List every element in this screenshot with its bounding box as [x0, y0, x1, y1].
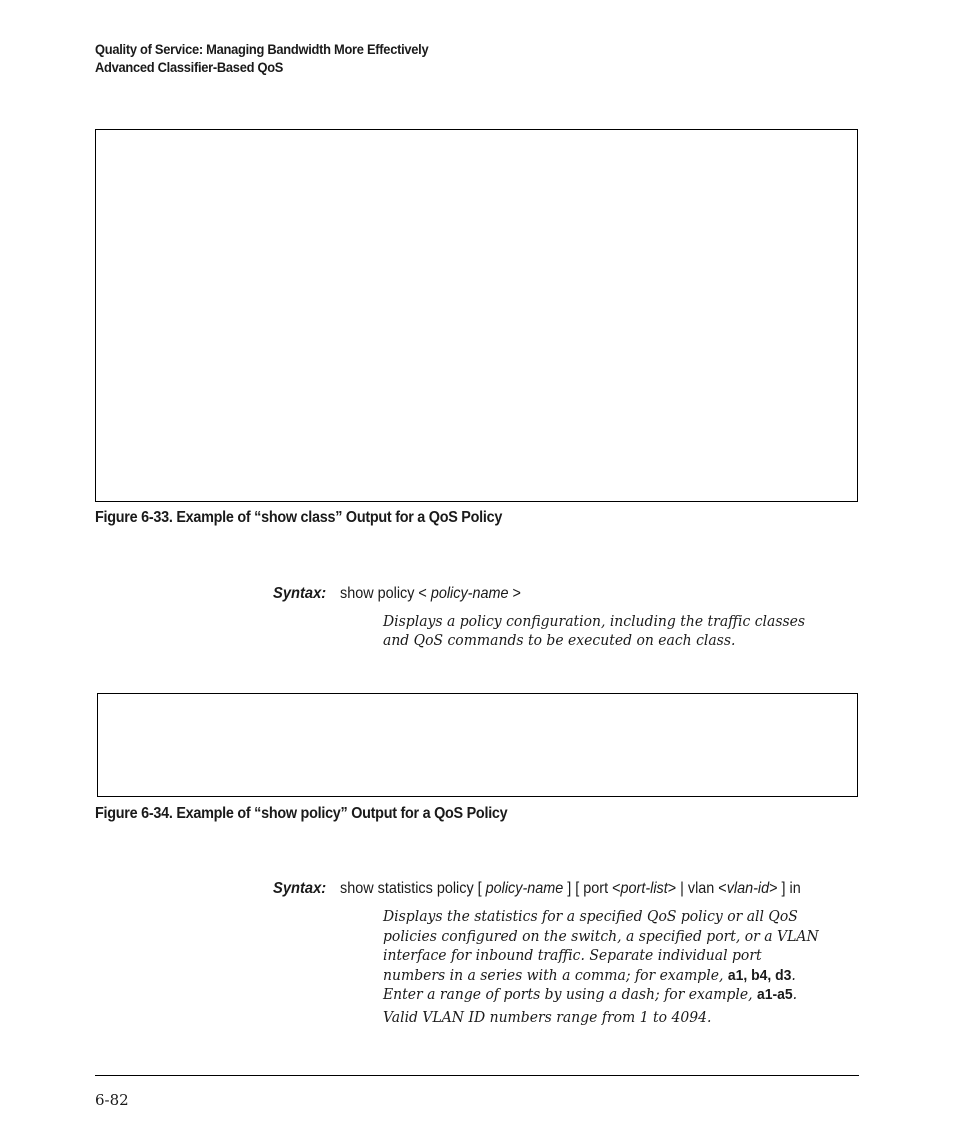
- running-header-title: Quality of Service: Managing Bandwidth More Effectively: [95, 41, 429, 57]
- syntax-text: show statistics policy [: [340, 880, 486, 897]
- port-range-example: a1-a5: [756, 986, 793, 1003]
- show-policy-description-line-1: Displays a policy configuration, including the traffic classes: [383, 612, 806, 630]
- show-statistics-description-line-2: policies configured on the switch, a specified port, or a VLAN: [383, 927, 819, 945]
- show-statistics-description-line-1: Displays the statistics for a specified QoS policy or all QoS: [383, 907, 798, 925]
- show-statistics-description-line-3: interface for inbound traffic. Separate individual port: [383, 946, 762, 964]
- figure-6-33-box: [95, 129, 858, 502]
- syntax-text: > ] in: [769, 880, 801, 897]
- show-policy-syntax: [340, 585, 521, 603]
- syntax-text: ] [ port <: [563, 880, 621, 897]
- port-list-example: a1, b4, d3: [727, 967, 792, 984]
- figure-6-34-box: [97, 693, 858, 797]
- running-header-subtitle: Advanced Classifier-Based QoS: [95, 59, 284, 75]
- syntax-label: Syntax:: [273, 585, 327, 602]
- desc-text: .: [791, 966, 796, 984]
- show-policy-description-line-2: and QoS commands to be executed on each class.: [383, 631, 736, 649]
- desc-text: .: [792, 985, 798, 1003]
- syntax-text: > | vlan <: [667, 880, 727, 897]
- syntax-arg-policy-name: policy-name: [430, 585, 509, 602]
- figure-6-33-caption: Figure 6-33. Example of “show class” Output for a QoS Policy: [95, 509, 503, 526]
- desc-text: numbers in a series with a comma; for example,: [383, 966, 728, 984]
- syntax-arg-vlan-id: vlan-id: [726, 880, 770, 897]
- syntax-text: >: [508, 585, 521, 602]
- syntax-text: show policy <: [340, 585, 431, 602]
- figure-6-34-caption: Figure 6-34. Example of “show policy” Output for a QoS Policy: [95, 805, 508, 822]
- syntax-arg-port-list: port-list: [620, 880, 668, 897]
- desc-text: Enter a range of ports by using a dash; for example,: [383, 985, 757, 1003]
- footer-rule: [95, 1075, 859, 1076]
- page-number: 6-82: [95, 1091, 129, 1109]
- syntax-arg-policy-name: policy-name: [485, 880, 564, 897]
- show-statistics-description-line-4: [383, 966, 796, 986]
- vlan-id-range-note: Valid VLAN ID numbers range from 1 to 4094.: [383, 1008, 712, 1026]
- show-statistics-policy-syntax: [340, 880, 801, 898]
- syntax-label: Syntax:: [273, 880, 327, 897]
- show-statistics-description-line-5: [383, 985, 797, 1005]
